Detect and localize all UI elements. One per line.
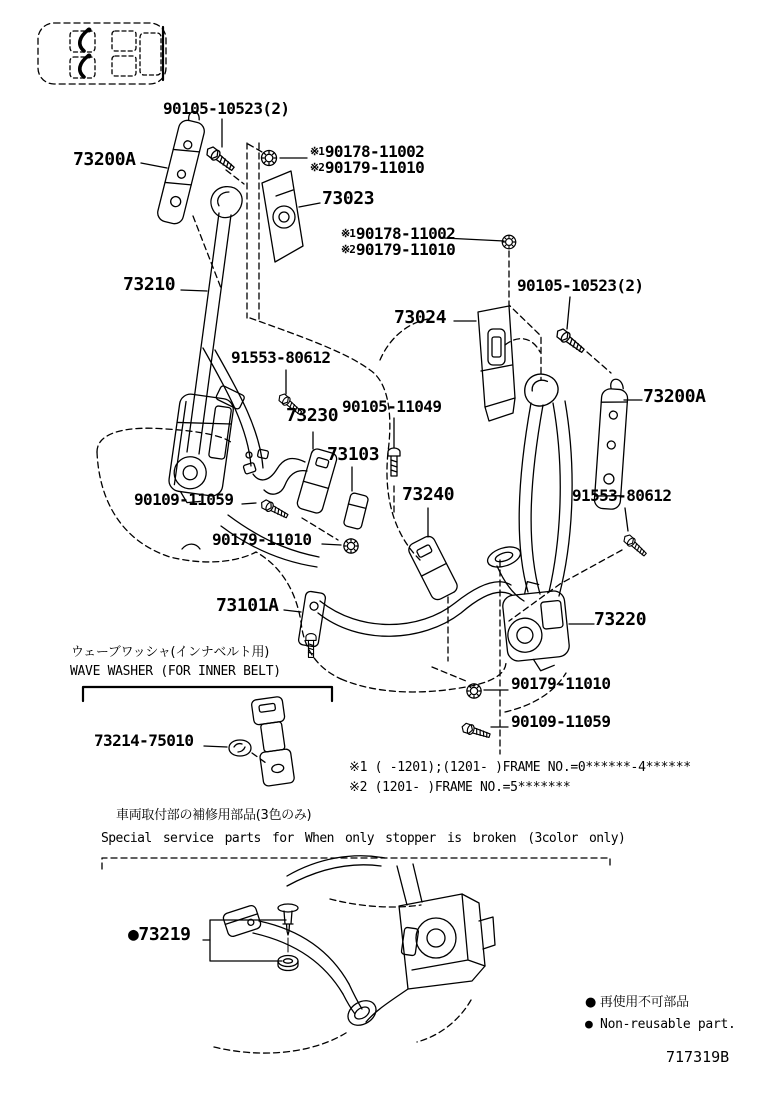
- part-label-73103[interactable]: 73103: [327, 444, 380, 465]
- part-label-73200A-left[interactable]: 73200A: [73, 149, 136, 170]
- part-label-73210[interactable]: 73210: [123, 274, 176, 295]
- screw-icon: [622, 533, 648, 558]
- part-label-90105-10523-left[interactable]: 90105-10523(2): [163, 99, 290, 118]
- wave-washer-caption-jp: ウェーブワッシャ(インナベルト用): [71, 645, 269, 660]
- part-label-73220[interactable]: 73220: [594, 609, 647, 630]
- part-label-90109-11059-left[interactable]: 90109-11059: [134, 490, 234, 509]
- special-parts-bracket: [102, 858, 610, 869]
- part-label-90109-11059-right[interactable]: 90109-11059: [511, 712, 611, 731]
- part-label-73230[interactable]: 73230: [286, 405, 339, 426]
- part-label-90179-11010-mid[interactable]: ※290179-11010: [341, 240, 456, 259]
- part-73219-bracket: [210, 920, 286, 961]
- wave-washer-icon: [229, 740, 251, 756]
- part-label-73240[interactable]: 73240: [402, 484, 455, 505]
- ref-mark-2: ※2: [341, 243, 355, 256]
- part-label-73200A-right[interactable]: 73200A: [643, 386, 706, 407]
- buckle-73230: [243, 448, 338, 515]
- wave-washer-bracket: [83, 687, 332, 701]
- wave-washer-caption-en: WAVE WASHER (FOR INNER BELT): [70, 664, 281, 679]
- special-parts-caption-jp: 車両取付部の補修用部品(3色のみ): [116, 808, 312, 823]
- screw-icon: [259, 498, 289, 520]
- part-label-73024[interactable]: 73024: [394, 307, 447, 328]
- inner-belt-73101A: [298, 582, 512, 647]
- washer-icon: [278, 956, 298, 971]
- part-label-91553-80612-right[interactable]: 91553-80612: [572, 486, 672, 505]
- part-label-90179-11010-center[interactable]: 90179-11010: [212, 530, 312, 549]
- part-label-90178-11002-mid[interactable]: ※190178-11002: [341, 224, 456, 243]
- frame-footnote-1: ※1 ( -1201);(1201- )FRAME NO.=0******-4******: [349, 760, 691, 775]
- part-label-90105-11049[interactable]: 90105-11049: [342, 397, 442, 416]
- legend-non-reusable-jp: ● 再使用不可部品: [585, 995, 689, 1010]
- part-label-73219[interactable]: ●73219: [128, 924, 191, 945]
- screw-icon: [461, 722, 491, 740]
- part-label-90179-11010-upper[interactable]: ※290179-11010: [310, 158, 425, 177]
- car-top-view-icon: [38, 23, 166, 84]
- ref-mark-1: ※1: [341, 227, 355, 240]
- legend-non-reusable-en: ● Non-reusable part.: [585, 1017, 736, 1032]
- part-label-90105-10523-right[interactable]: 90105-10523(2): [517, 276, 644, 295]
- nut-icon: [344, 539, 358, 553]
- retractor-73220: [500, 578, 571, 674]
- part-label-91553-80612-left[interactable]: 91553-80612: [231, 348, 331, 367]
- part-label-90179-11010-right[interactable]: 90179-11010: [511, 674, 611, 693]
- ref-mark-2: ※2: [310, 161, 324, 174]
- ref-mark-1: ※1: [310, 145, 324, 158]
- pillar-garnish-lower-73024: [478, 306, 515, 421]
- nut-icon: [467, 684, 481, 698]
- special-service-drawing: [214, 856, 495, 1053]
- part-label-73214-75010[interactable]: 73214-75010: [94, 731, 194, 750]
- bolt-icon: [388, 448, 400, 476]
- floor-line: [182, 544, 200, 549]
- nut-icon: [502, 235, 516, 249]
- figure-code: 717319B: [666, 1048, 730, 1066]
- buckle-73240: [406, 534, 459, 602]
- part-label-73101A[interactable]: 73101A: [216, 595, 279, 616]
- inner-belt-buckle-drawing: [251, 696, 295, 787]
- part-73103: [343, 492, 369, 529]
- pillar-garnish-upper-73023: [262, 171, 303, 262]
- special-parts-caption-en: Special service parts for When only stopper is broken (3color only): [101, 831, 626, 846]
- nut-icon: [262, 151, 277, 166]
- belt-dring: [208, 183, 246, 220]
- bolt-icon: [204, 145, 236, 173]
- belt-right: [485, 401, 572, 601]
- part-label-90178-11002-upper[interactable]: ※190178-11002: [310, 142, 425, 161]
- bolt-icon: [554, 327, 586, 355]
- frame-footnote-2: ※2 (1201- )FRAME NO.=5*******: [349, 780, 571, 795]
- belt-73210: [187, 213, 319, 567]
- part-label-73023[interactable]: 73023: [322, 188, 375, 209]
